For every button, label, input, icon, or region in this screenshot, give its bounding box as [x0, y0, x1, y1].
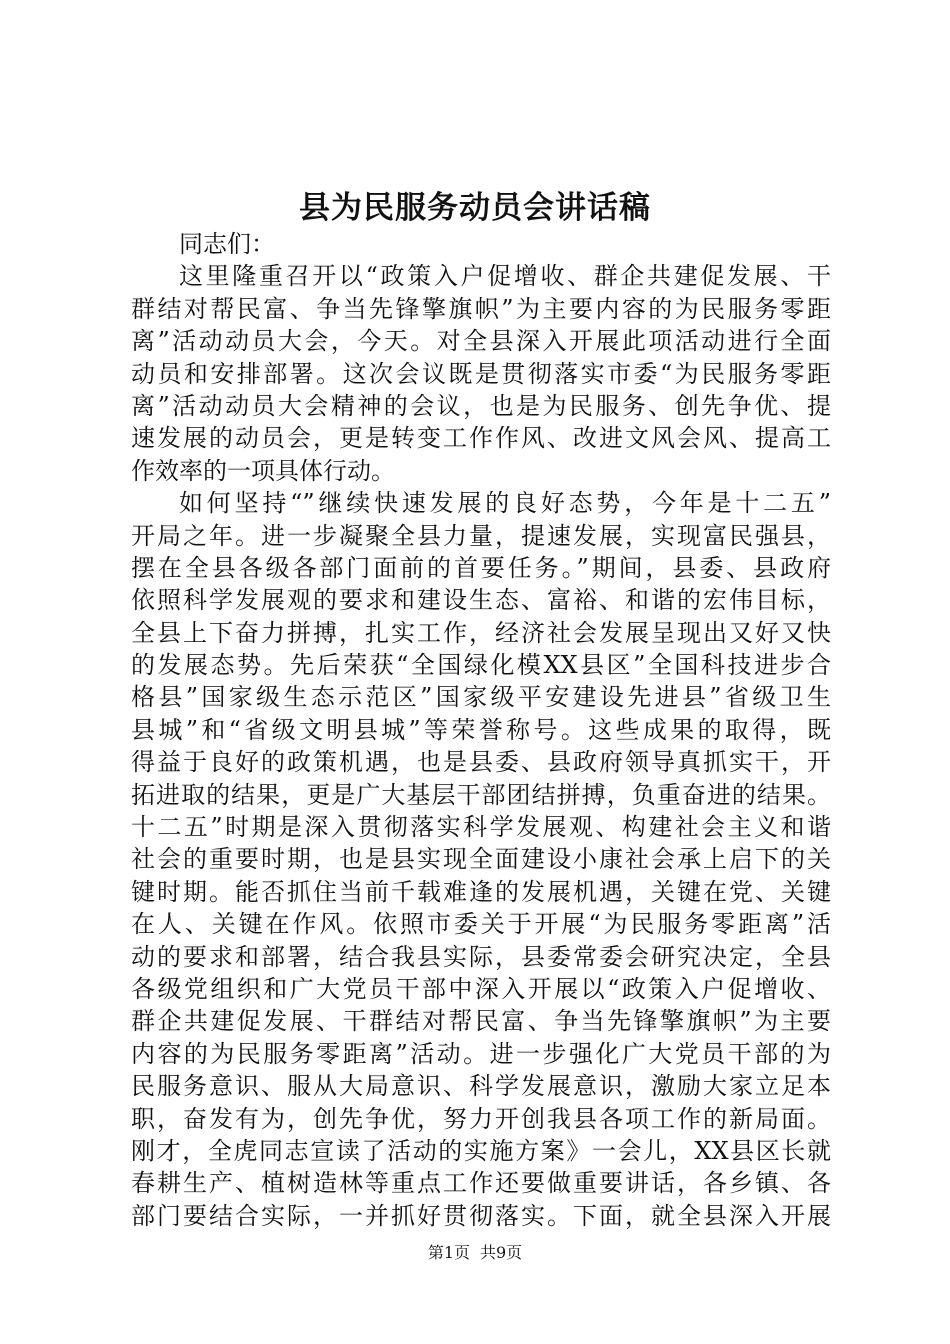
body-line: 内容的为民服务零距离”活动。进一步强化广大党员干部的为: [131, 1039, 831, 1068]
body-line: 键时期。能否抓住当前千载难逢的发展机遇，关键在党、关键: [131, 877, 831, 906]
body-line: 群企共建促发展、干群结对帮民富、争当先锋擎旗帜”为主要: [131, 1007, 831, 1036]
body-line: 依照科学发展观的要求和建设生态、富裕、和谐的宏伟目标，: [131, 586, 831, 615]
body-line: 的发展态势。先后荣获“全国绿化模XX县区”全国科技进步合: [131, 651, 831, 680]
body-line: 职，奋发有为，创先争优，努力开创我县各项工作的新局面。: [131, 1104, 831, 1133]
body-line: 拓进取的结果，更是广大基层干部团结拼搏，负重奋进的结果。: [131, 780, 831, 809]
body-line: 在人、关键在作风。依照市委关于开展“为民服务零距离”活: [131, 910, 831, 939]
body-line: 离”活动动员大会，今天。对全县深入开展此项活动进行全面: [131, 327, 831, 356]
body-line: 格县”国家级生态示范区”国家级平安建设先进县”省级卫生: [131, 683, 831, 712]
body-line: 县城”和“省级文明县城”等荣誉称号。这些成果的取得，既: [131, 715, 831, 744]
body-line: 民服务意识、服从大局意识、科学发展意识，激励大家立足本: [131, 1072, 831, 1101]
body-line: 如何坚持“”继续快速发展的良好态势，今年是十二五”: [179, 489, 831, 518]
body-line: 部门要结合实际，一并抓好贯彻落实。下面，就全县深入开展: [131, 1201, 831, 1230]
body-line: 刚才，全虎同志宣读了活动的实施方案》一会儿，XX县区长就: [131, 1136, 831, 1165]
body-line: 社会的重要时期，也是县实现全面建设小康社会承上启下的关: [131, 845, 831, 874]
document-title: 县为民服务动员会讲话稿: [299, 190, 651, 226]
body-line: 动的要求和部署，结合我县实际，县委常委会研究决定，全县: [131, 942, 831, 971]
body-line: 开局之年。进一步凝聚全县力量，提速发展，实现富民强县，: [131, 521, 831, 550]
document-body: [131, 228, 831, 1232]
body-line: 群结对帮民富、争当先锋擎旗帜”为主要内容的为民服务零距: [131, 294, 831, 323]
body-line: 全县上下奋力拼搏，扎实工作，经济社会发展呈现出又好又快: [131, 618, 831, 647]
salutation: 同志们：: [179, 230, 275, 258]
page-footer: [0, 1243, 950, 1263]
body-line: 春耕生产、植树造林等重点工作还要做重要讲话，各乡镇、各: [131, 1169, 831, 1198]
page-total: 共9页: [480, 1243, 523, 1262]
body-line: 离”活动动员大会精神的会议，也是为民服务、创先争优、提: [131, 391, 831, 420]
body-line: 这里隆重召开以“政策入户促增收、群企共建促发展、干: [179, 262, 831, 291]
body-line: 摆在全县各级各部门面前的首要任务。”期间，县委、县政府: [131, 553, 831, 582]
body-line: 速发展的动员会，更是转变工作作风、改进文风会风、提高工: [131, 424, 831, 453]
body-line: 作效率的一项具体行动。: [131, 456, 395, 485]
body-line: 得益于良好的政策机遇，也是县委、县政府领导真抓实干，开: [131, 748, 831, 777]
page-number: 第1页: [427, 1243, 470, 1262]
body-line: 各级党组织和广大党员干部中深入开展以“政策入户促增收、: [131, 974, 831, 1003]
body-line: 十二五”时期是深入贯彻落实科学发展观、构建社会主义和谐: [131, 813, 831, 842]
body-line: 动员和安排部署。这次会议既是贯彻落实市委“为民服务零距: [131, 359, 831, 388]
